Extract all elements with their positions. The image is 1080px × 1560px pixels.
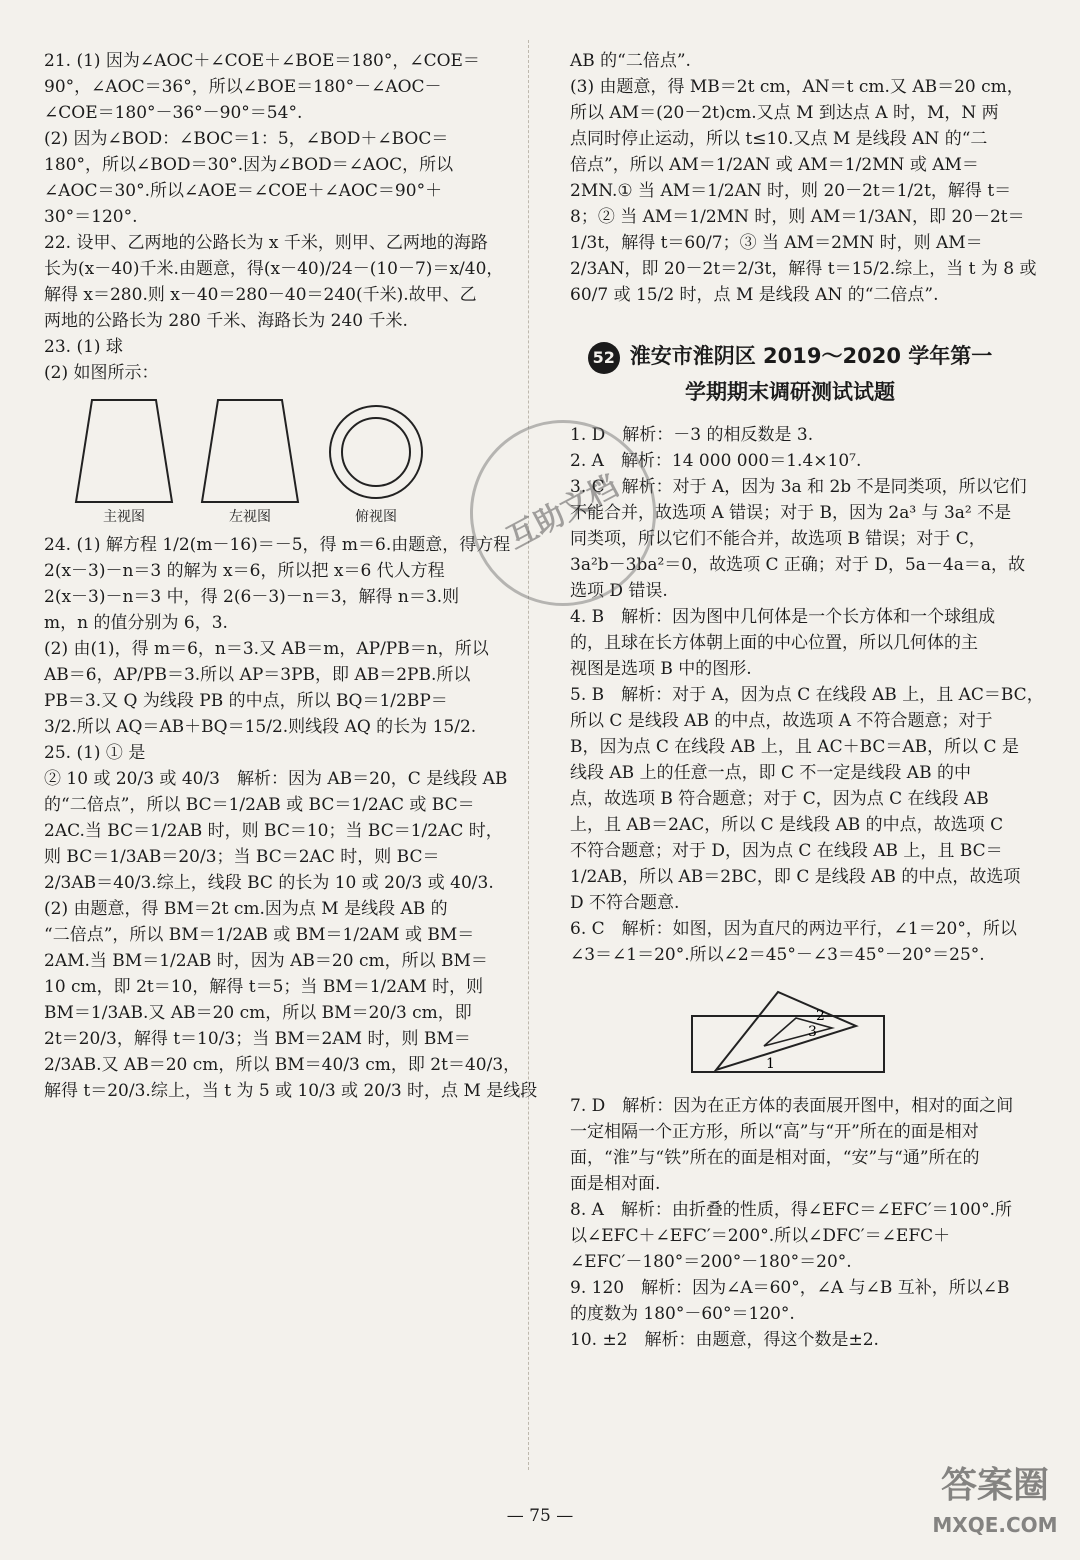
- q25-line: ② 10 或 20/3 或 40/3 解析：因为 AB＝20，C 是线段 AB: [44, 769, 508, 789]
- answer-line: 不能合并，故选项 A 错误；对于 B，因为 2a³ 与 3a² 不是: [570, 503, 1012, 523]
- section-heading-line1: [570, 338, 1010, 374]
- q25-line: (2) 由题意，得 BM＝2t cm.因为点 M 是线段 AB 的: [44, 899, 448, 919]
- q25-line: 2t＝20/3，解得 t＝10/3；当 BM＝2AM 时，则 BM＝: [44, 1029, 471, 1049]
- top-view-rings: [326, 396, 426, 506]
- answer-line: 3. C 解析：对于 A，因为 3a 和 2b 不是同类项，所以它们: [570, 477, 1027, 497]
- q25-cont-line: 2MN.① 当 AM＝1/2AN 时，则 20－2t＝1/2t，解得 t＝: [570, 181, 1012, 201]
- logo-main-text: 答案圈: [940, 1465, 1049, 1506]
- q22-line: 长为(x－40)千米.由题意，得(x－40)/24－(10－7)＝x/40，: [44, 259, 504, 279]
- q24-line: m，n 的值分别为 6，3.: [44, 613, 228, 633]
- left-view: [200, 396, 300, 526]
- front-view-label: 主视图: [103, 509, 145, 525]
- answer-line: 以∠EFC＋∠EFC′＝200°.所以∠DFC′＝∠EFC＋: [570, 1226, 951, 1246]
- section-title-line1: 淮安市淮阴区 2019～2020 学年第一: [629, 344, 993, 368]
- answer-line: 的度数为 180°－60°＝120°.: [570, 1304, 795, 1324]
- answer-line: 上，且 AB＝2AC，所以 C 是线段 AB 的中点，故选项 C: [570, 815, 1004, 835]
- q24-line: (2) 由(1)，得 m＝6，n＝3.又 AB＝m，AP/PB＝n，所以: [44, 639, 489, 659]
- q25-line: 的“二倍点”，所以 BC＝1/2AB 或 BC＝1/2AC 或 BC＝: [44, 795, 475, 815]
- q25-cont-line: (3) 由题意，得 MB＝2t cm，AN＝t cm.又 AB＝20 cm，: [570, 77, 1024, 97]
- q24-line: 2(x－3)－n＝3 的解为 x＝6，所以把 x＝6 代人方程: [44, 561, 445, 581]
- answer-line: 7. D 解析：因为在正方体的表面展开图中，相对的面之间: [570, 1096, 1014, 1116]
- q25-line: 则 BC＝1/3AB＝20/3；当 BC＝2AC 时，则 BC＝: [44, 847, 440, 867]
- answer-line: 同类项，所以它们不能合并，故选项 B 错误；对于 C，: [570, 529, 986, 549]
- q24-line: PB＝3.又 Q 为线段 PB 的中点，所以 BQ＝1/2BP＝: [44, 691, 448, 711]
- q21-line: ∠COE＝180°－36°－90°＝54°.: [44, 103, 303, 123]
- left-column: [44, 48, 538, 1104]
- answer-line: 线段 AB 上的任意一点，即 C 不一定是线段 AB 的中: [570, 763, 971, 783]
- answer-line: ∠EFC′－180°＝200°－180°＝20°.: [570, 1252, 852, 1272]
- answer-line: 9. 120 解析：因为∠A＝60°，∠A 与∠B 互补，所以∠B: [570, 1278, 1010, 1298]
- q21-line: (2) 因为∠BOD：∠BOC＝1：5，∠BOD＋∠BOC＝: [44, 129, 449, 149]
- q25-cont-line: 倍点”，所以 AM＝1/2AN 或 AM＝1/2MN 或 AM＝: [570, 155, 979, 175]
- answer-line: 1. D 解析：－3 的相反数是 3.: [570, 425, 814, 445]
- top-view: [326, 396, 426, 526]
- section-heading: [570, 338, 1010, 410]
- answer-line: D 不符合题意.: [570, 893, 680, 913]
- three-views-figure: [44, 396, 510, 526]
- q25-line: 2/3AB.又 AB＝20 cm，所以 BM＝40/3 cm，即 2t＝40/3，: [44, 1055, 521, 1075]
- q25-cont-line: 60/7 或 15/2 时，点 M 是线段 AN 的“二倍点”.: [570, 285, 939, 305]
- answer-line: 的，且球在长方体朝上面的中心位置，所以几何体的主: [570, 633, 978, 653]
- answer-line: 6. C 解析：如图，因为直尺的两边平行，∠1＝20°，所以: [570, 919, 1017, 939]
- q24-line: 2(x－3)－n＝3 中，得 2(6－3)－n＝3，解得 n＝3.则: [44, 587, 460, 607]
- right-column: [570, 48, 1044, 1353]
- section-number-badge: 52: [588, 342, 620, 374]
- angle-2-label: 2: [816, 1008, 825, 1024]
- q25-cont-line: AB 的“二倍点”.: [570, 51, 691, 71]
- logo-sub-text: MXQE.COM: [932, 1513, 1058, 1537]
- q25-line: 2AM.当 BM＝1/2AB 时，因为 AB＝20 cm，所以 BM＝: [44, 951, 488, 971]
- q25-cont-line: 点同时停止运动，所以 t≤10.又点 M 是线段 AN 的“二: [570, 129, 988, 149]
- q21-line: 180°，所以∠BOD＝30°.因为∠BOD＝∠AOC，所以: [44, 155, 454, 175]
- q25-line: 10 cm，即 2t＝10，解得 t＝5；当 BM＝1/2AM 时，则: [44, 977, 484, 997]
- answer-line: 5. B 解析：对于 A，因为点 C 在线段 AB 上，且 AC＝BC，: [570, 685, 1044, 705]
- front-view: [74, 396, 174, 526]
- answer-line: 4. B 解析：因为图中几何体是一个长方体和一个球组成: [570, 607, 996, 627]
- answer-line: 8. A 解析：由折叠的性质，得∠EFC＝∠EFC′＝100°.所: [570, 1200, 1013, 1220]
- q25-line: 25. (1) ① 是: [44, 743, 146, 763]
- q25-cont-line: 1/3t，解得 t＝60/7；③ 当 AM＝2MN 时，则 AM＝: [570, 233, 983, 253]
- angle-1-label: 1: [766, 1056, 775, 1072]
- q23-line: (2) 如图所示：: [44, 363, 159, 383]
- watermark-stamp: 互助文档: [437, 387, 689, 639]
- answer-line: 视图是选项 B 中的图形.: [570, 659, 752, 679]
- answer-line: 选项 D 错误.: [570, 581, 668, 601]
- q21-line: ∠AOC＝30°.所以∠AOE＝∠COE＋∠AOC＝90°＋: [44, 181, 443, 201]
- answer-line: 面是相对面.: [570, 1174, 661, 1194]
- q21-line: 21. (1) 因为∠AOC＋∠COE＋∠BOE＝180°，∠COE＝: [44, 51, 480, 71]
- q22-line: 22. 设甲、乙两地的公路长为 x 千米，则甲、乙两地的海路: [44, 233, 488, 253]
- q25-cont-line: 2/3AN，即 20－2t＝2/3t，解得 t＝15/2.综上，当 t 为 8 或: [570, 259, 1037, 279]
- q25-cont-line: 8；② 当 AM＝1/2MN 时，则 AM＝1/3AN，即 20－2t＝: [570, 207, 1025, 227]
- ruler-triangle-diagram: [690, 986, 890, 1078]
- site-logo: [920, 1460, 1070, 1550]
- angle-3-label: 3: [808, 1024, 817, 1040]
- answer-line: 不符合题意；对于 D，因为点 C 在线段 AB 上，且 BC＝: [570, 841, 1003, 861]
- answer-line: 所以 C 是线段 AB 的中点，故选项 A 不符合题意；对于: [570, 711, 993, 731]
- top-view-label: 俯视图: [355, 509, 397, 525]
- q25-line: 2/3AB＝40/3.综上，线段 BC 的长为 10 或 20/3 或 40/3.: [44, 873, 494, 893]
- section-title-line2: 学期期末调研测试试题: [685, 380, 895, 404]
- q25-line: BM＝1/3AB.又 AB＝20 cm，所以 BM＝20/3 cm，即: [44, 1003, 472, 1023]
- answer-line: 10. ±2 解析：由题意，得这个数是±2.: [570, 1330, 879, 1350]
- answer-line: 1/2AB，所以 AB＝2BC，即 C 是线段 AB 的中点，故选项: [570, 867, 1021, 887]
- answer-line: 一定相隔一个正方形，所以“高”与“开”所在的面是相对: [570, 1122, 979, 1142]
- q25-line: 解得 t＝20/3.综上，当 t 为 5 或 10/3 或 20/3 时，点 M 是线段: [44, 1081, 538, 1101]
- answer-line: 面，“淮”与“铁”所在的面是相对面，“安”与“通”所在的: [570, 1148, 980, 1168]
- triangle-outer: [716, 992, 856, 1070]
- q25-cont-line: 所以 AM＝(20－2t)cm.又点 M 到达点 A 时，M，N 两: [570, 103, 999, 123]
- q21-line: 30°＝120°.: [44, 207, 138, 227]
- q23-line: 23. (1) 球: [44, 337, 123, 357]
- page-number: — 75 —: [506, 1506, 574, 1526]
- q22-line: 解得 x＝280.则 x－40＝280－40＝240(千米).故甲、乙: [44, 285, 477, 305]
- q25-line: “二倍点”，所以 BM＝1/2AB 或 BM＝1/2AM 或 BM＝: [44, 925, 475, 945]
- q21-line: 90°，∠AOC＝36°，所以∠BOE＝180°－∠AOC－: [44, 77, 442, 97]
- q25-line: 2AC.当 BC＝1/2AB 时，则 BC＝10；当 BC＝1/2AC 时，: [44, 821, 503, 841]
- answer-line: 点，故选项 B 符合题意；对于 C，因为点 C 在线段 AB: [570, 789, 989, 809]
- q24-line: 3/2.所以 AQ＝AB＋BQ＝15/2.则线段 AQ 的长为 15/2.: [44, 717, 477, 737]
- answer-line: ∠3＝∠1＝20°.所以∠2＝45°－∠3＝45°－20°＝25°.: [570, 945, 985, 965]
- column-divider: [528, 40, 529, 1470]
- left-view-label: 左视图: [229, 509, 271, 525]
- answer-line: B，因为点 C 在线段 AB 上，且 AC＋BC＝AB，所以 C 是: [570, 737, 1019, 757]
- q24-line: AB＝6，AP/PB＝3.所以 AP＝3PB，即 AB＝2PB.所以: [44, 665, 471, 685]
- answer-line: 3a²b－3ba²＝0，故选项 C 正确；对于 D，5a－4a＝a，故: [570, 555, 1025, 575]
- answer-line: 2. A 解析：14 000 000＝1.4×10⁷.: [570, 451, 862, 471]
- q22-line: 两地的公路长为 280 千米、海路长为 240 千米.: [44, 311, 408, 331]
- front-view-trapezoid: [74, 396, 174, 506]
- left-view-trapezoid: [200, 396, 300, 506]
- q24-line: 24. (1) 解方程 1/2(m－16)＝－5，得 m＝6.由题意，得方程: [44, 535, 511, 555]
